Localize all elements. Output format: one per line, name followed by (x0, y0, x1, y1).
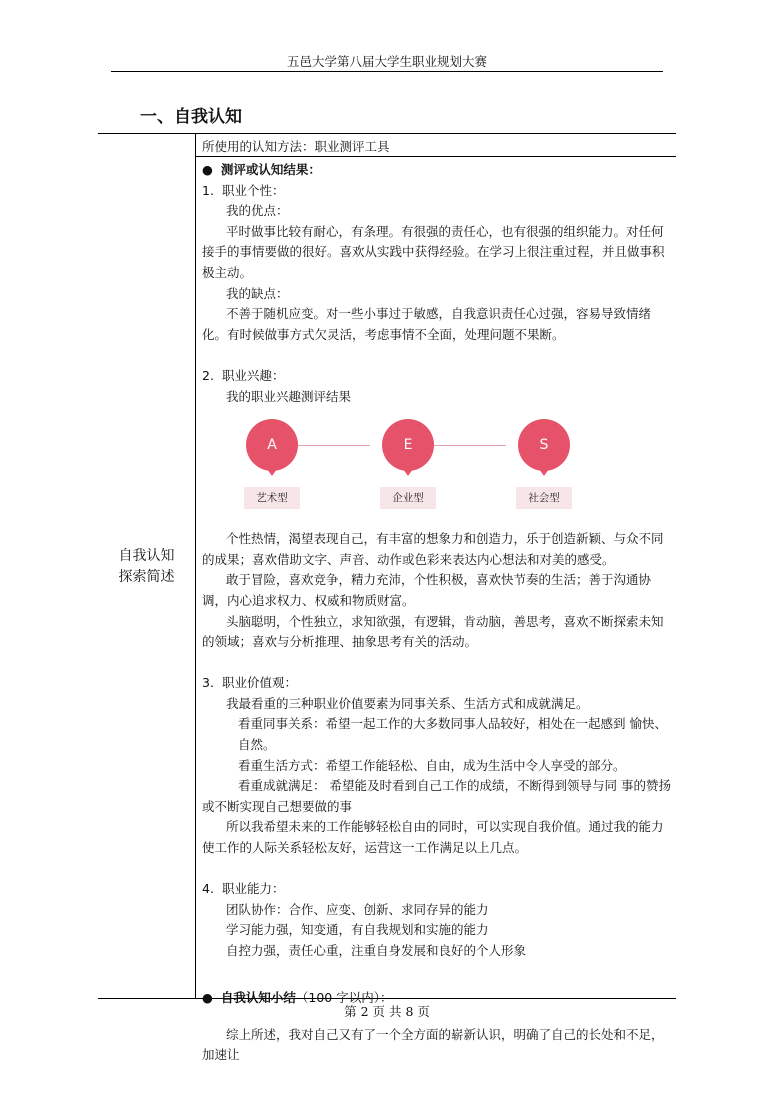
interest-number: 2. (202, 367, 214, 383)
values-conclusion: 所以我希望未来的工作能够轻松自由的同时，可以实现自我价值。通过我的能力使工作的人际关系轻松友好，运营这一工作满足以上几点。 (202, 819, 664, 856)
header-rule (111, 71, 663, 72)
pointer-icon (267, 469, 277, 476)
connector-line (434, 445, 506, 446)
personality-number: 1. (202, 182, 214, 198)
values-number: 3. (202, 675, 214, 691)
pointer-icon (403, 469, 413, 476)
interest-diagram (202, 409, 672, 529)
interest-circle-s: S (518, 419, 570, 471)
personality-title: 职业个性： (222, 182, 285, 198)
values-item: 看重成就满足： 希望能及时看到自己工作的成绩，不断得到领导与同 事的赞扬或不断实现自己想要做的事 (202, 778, 671, 814)
pointer-icon (539, 469, 549, 476)
results-heading: 测评或认知结果： (220, 162, 321, 177)
values-title: 职业价值观： (222, 675, 298, 691)
ability-item: 自控力强，责任心重，注重自身发展和良好的个人形象 (226, 943, 527, 958)
method-row: 所使用的认知方法：职业测评工具 (202, 139, 390, 154)
interest-intro: 我的职业兴趣测评结果 (226, 388, 352, 404)
summary-heading: 自我认知小结 (220, 990, 296, 1006)
interest-circle-e: E (382, 419, 434, 471)
interest-tag-s: 社会型 (516, 487, 572, 509)
table-column-divider (195, 133, 196, 999)
interest-title: 职业兴趣： (222, 367, 285, 383)
interest-description-s: 头脑聪明，个性独立，求知欲强，有逻辑，肯动脑，善思考，喜欢不断探索未知的领域；喜欢与分析推理、抽象思考有关的活动。 (202, 613, 664, 650)
left-label-line-2: 探索简述 (118, 569, 175, 585)
strengths-label: 我的优点： (226, 203, 289, 219)
table-top-border (98, 133, 676, 134)
values-item: 看重生活方式：希望工作能轻松、自由，成为生活中令人享受的部分。 (238, 757, 626, 773)
page-header: 五邑大学第八届大学生职业规划大赛 (286, 54, 487, 69)
weaknesses-label: 我的缺点： (226, 285, 289, 301)
interest-description-a: 个性热情，渴望表现自己，有丰富的想象力和创造力，乐于创造新颖、与众不同的成果；喜欢借助文字、声音、动作或色彩来表达内心想法和对美的感受。 (202, 531, 664, 567)
interest-description-e: 敢于冒险，喜欢竞争，精力充沛，个性积极，喜欢快节奏的生活；善于沟通协调，内心追求权力、权威和物质财富。 (202, 572, 652, 608)
ability-item: 学习能力强，知变通，有自我规划和实施的能力 (226, 922, 489, 938)
page-footer: 第 2 页 共 8 页 (344, 1004, 430, 1019)
ability-item: 团队协作：合作、应变、创新、求同存异的能力 (226, 901, 489, 917)
weaknesses-text: 不善于随机应变。对一些小事过于敏感，自我意识责任心过强，容易导致情绪化。有时候做事方式欠灵活，考虑事情不全面，处理问题不果断。 (202, 306, 652, 342)
section-title: 一、自我认知 (140, 107, 242, 127)
values-intro: 我最看重的三种职业价值要素为同事关系、生活方式和成就满足。 (226, 695, 589, 711)
content-cell (202, 160, 672, 1066)
interest-tag-e: 企业型 (380, 487, 436, 509)
left-label-line-1: 自我认知 (118, 548, 175, 564)
table-row-divider (196, 156, 676, 157)
bullet-icon: ● (202, 990, 213, 1006)
summary-heading-note: （100 字以内）： (295, 990, 393, 1006)
ability-number: 4. (202, 881, 214, 897)
left-column-label (98, 546, 195, 588)
interest-circle-a: A (246, 419, 298, 471)
connector-line (298, 445, 370, 446)
bullet-icon: ● (202, 162, 213, 177)
interest-tag-a: 艺术型 (244, 487, 300, 509)
summary-text: 综上所述，我对自己又有了一个全方面的崭新认识，明确了自己的长处和不足，加速让 (202, 1026, 664, 1063)
values-item: 看重同事关系：希望一起工作的大多数同事人品较好，相处在一起感到 愉快、自然。 (238, 716, 667, 753)
strengths-text: 平时做事比较有耐心，有条理。有很强的责任心，也有很强的组织能力。对任何接手的事情要做的很好。喜欢从实践中获得经验。在学习上很注重过程，并且做事积极主动。 (202, 223, 665, 280)
ability-title: 职业能力： (222, 881, 285, 897)
